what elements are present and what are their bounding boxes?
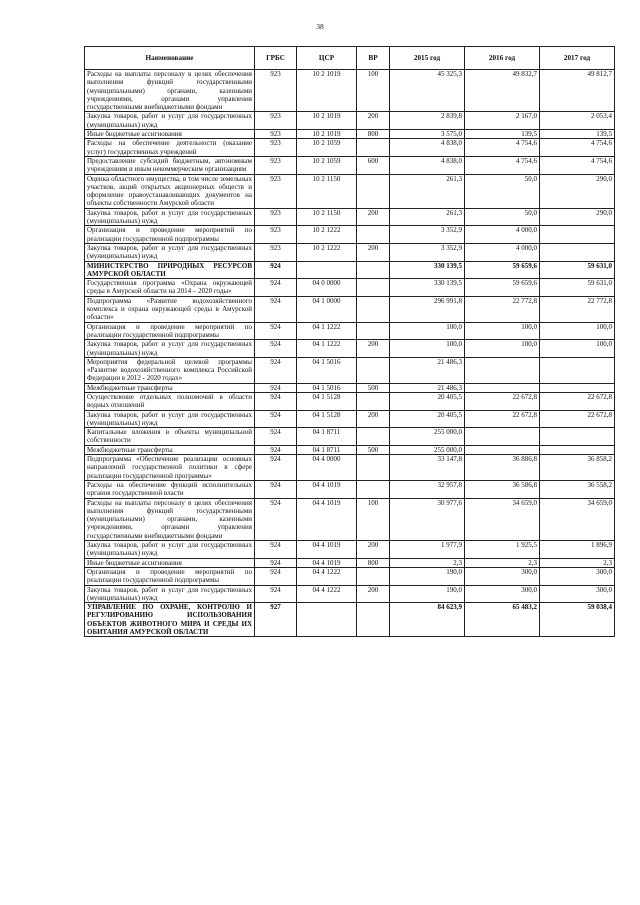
cell-2017: 300,0 [540,585,615,603]
cell-csr: 10 2 1150 [297,174,357,208]
cell-name: Осуществление отдельных полномочий в области водных отношений [85,392,255,410]
cell-vr: 100 [357,70,390,112]
cell-2017 [540,428,615,446]
cell-vr: 500 [357,383,390,392]
cell-2015: 30 977,6 [390,498,465,540]
cell-2017 [540,383,615,392]
cell-2017: 290,0 [540,208,615,226]
cell-2015: 3 352,9 [390,243,465,261]
table-row [85,322,615,340]
cell-2016: 100,0 [465,322,540,340]
cell-grbs: 924 [255,279,297,297]
cell-grbs: 924 [255,498,297,540]
table-row [85,603,615,637]
cell-vr: 200 [357,243,390,261]
cell-2015: 190,0 [390,585,465,603]
cell-vr [357,357,390,383]
cell-vr: 200 [357,208,390,226]
cell-name: Закупка товаров, работ и услуг для государственных (муниципальных) нужд [85,541,255,559]
cell-name: МИНИСТЕРСТВО ПРИРОДНЫХ РЕСУРСОВ АМУРСКОЙ ОБЛАСТИ [85,261,255,279]
cell-2015: 100,0 [390,322,465,340]
cell-2015: 33 147,8 [390,455,465,481]
cell-csr: 10 2 1222 [297,243,357,261]
cell-2016: 36 586,8 [465,480,540,498]
budget-table [84,46,615,637]
cell-2015: 261,3 [390,208,465,226]
cell-name: Расходы на обеспечение деятельности (оказание услуг) государственных учреждений [85,139,255,157]
header-grbs: ГРБС [255,47,297,70]
cell-2017: 139,5 [540,130,615,139]
cell-grbs: 923 [255,156,297,174]
cell-grbs: 923 [255,130,297,139]
table-row [85,340,615,358]
cell-2015: 2,3 [390,558,465,567]
cell-2015: 20 405,5 [390,410,465,428]
table-row [85,243,615,261]
table-row [85,357,615,383]
cell-csr [297,603,357,637]
cell-2016: 59 659,6 [465,279,540,297]
cell-grbs: 923 [255,226,297,244]
cell-vr [357,174,390,208]
table-row [85,139,615,157]
cell-2016: 300,0 [465,585,540,603]
cell-2016: 4 000,0 [465,243,540,261]
cell-2017: 290,0 [540,174,615,208]
table-row [85,261,615,279]
cell-2016: 2,3 [465,558,540,567]
cell-2017: 4 754,6 [540,139,615,157]
table-row [85,558,615,567]
cell-2016: 36 886,8 [465,455,540,481]
cell-name: Расходы на обеспечение функций исполнительных органов государственной власти [85,480,255,498]
cell-grbs: 924 [255,261,297,279]
cell-2017: 36 858,2 [540,455,615,481]
cell-name: Закупка товаров, работ и услуг для государственных (муниципальных) нужд [85,585,255,603]
cell-name: Подпрограмма «Обеспечение реализации основных направлений государственной политики в сфере реализации государственной программы» [85,455,255,481]
cell-2016: 1 925,5 [465,541,540,559]
table-row [85,279,615,297]
cell-2017: 59 631,0 [540,261,615,279]
cell-name: Капитальные вложения в объекты муниципальной собственности [85,428,255,446]
cell-vr: 200 [357,541,390,559]
cell-csr: 04 4 1019 [297,498,357,540]
cell-name: Закупка товаров, работ и услуг для государственных (муниципальных) нужд [85,340,255,358]
cell-csr: 10 2 1019 [297,130,357,139]
cell-2017: 2,3 [540,558,615,567]
table-row [85,455,615,481]
table-body [85,70,615,637]
cell-2017 [540,357,615,383]
cell-name: Расходы на выплаты персоналу в целях обеспечения выполнения функций государственными (муниципальными) органами, казенными учреждениями, органами управления государственными внебюджетными фондами [85,498,255,540]
cell-csr: 10 2 1222 [297,226,357,244]
cell-2016: 22 772,8 [465,296,540,322]
cell-name: Закупка товаров, работ и услуг для государственных (муниципальных) нужд [85,410,255,428]
cell-name: Расходы на выплаты персоналу в целях обеспечения выполнения функций государственными (муниципальными) органами, казенными учреждениями, органами управления государственными внебюджетными фондами [85,70,255,112]
cell-2016: 50,0 [465,208,540,226]
cell-grbs: 924 [255,322,297,340]
cell-vr: 200 [357,112,390,130]
cell-2017: 59 038,4 [540,603,615,637]
cell-2016: 4 000,0 [465,226,540,244]
cell-csr: 10 2 1150 [297,208,357,226]
header-2016: 2016 год [465,47,540,70]
table-row [85,428,615,446]
cell-csr [297,261,357,279]
cell-2015: 4 838,0 [390,156,465,174]
cell-vr [357,322,390,340]
cell-2015: 45 325,3 [390,70,465,112]
cell-vr: 200 [357,585,390,603]
cell-2016: 65 483,2 [465,603,540,637]
table-row [85,226,615,244]
header-row [85,47,615,70]
cell-grbs: 924 [255,428,297,446]
cell-grbs: 923 [255,243,297,261]
cell-grbs: 924 [255,357,297,383]
cell-2017: 300,0 [540,567,615,585]
cell-csr: 04 4 0000 [297,455,357,481]
cell-csr: 10 2 1019 [297,70,357,112]
cell-name: УПРАВЛЕНИЕ ПО ОХРАНЕ, КОНТРОЛЮ И РЕГУЛИРОВАНИЮ ИСПОЛЬЗОВАНИЯ ОБЪЕКТОВ ЖИВОТНОГО МИРА И СРЕДЫ ИХ ОБИТАНИЯ АМУРСКОЙ ОБЛАСТИ [85,603,255,637]
cell-2015: 32 957,8 [390,480,465,498]
cell-name: Подпрограмма «Развитие водохозяйственного комплекса и охрана окружающей среды в Амурской области» [85,296,255,322]
cell-name: Межбюджетные трансферты [85,383,255,392]
cell-2017: 1 896,9 [540,541,615,559]
cell-csr: 04 1 5016 [297,383,357,392]
table-row [85,112,615,130]
cell-csr: 04 4 1019 [297,558,357,567]
page-number: 38 [316,22,324,31]
table-row [85,585,615,603]
cell-csr: 04 1 8711 [297,428,357,446]
cell-2017 [540,243,615,261]
cell-2015: 21 486,3 [390,357,465,383]
cell-name: Закупка товаров, работ и услуг для государственных (муниципальных) нужд [85,243,255,261]
cell-vr [357,428,390,446]
cell-vr: 800 [357,558,390,567]
cell-vr [357,279,390,297]
cell-2017: 4 754,6 [540,156,615,174]
cell-2017: 34 659,0 [540,498,615,540]
cell-2016 [465,357,540,383]
cell-2015: 255 000,0 [390,428,465,446]
cell-2017: 59 631,0 [540,279,615,297]
cell-name: Межбюджетные трансферты [85,445,255,454]
table-row [85,480,615,498]
cell-2016: 50,0 [465,174,540,208]
table-row [85,156,615,174]
cell-name: Предоставление субсидий бюджетным, автономным учреждениям и иным некоммерческим организациям [85,156,255,174]
cell-vr [357,392,390,410]
table-row [85,541,615,559]
cell-name: Организация и проведение мероприятий по реализации государственной подпрограммы [85,567,255,585]
cell-grbs: 927 [255,603,297,637]
cell-2015: 21 486,3 [390,383,465,392]
cell-vr [357,226,390,244]
cell-vr: 600 [357,156,390,174]
cell-csr: 10 2 1059 [297,139,357,157]
cell-2016: 22 672,8 [465,392,540,410]
cell-csr: 04 0 0000 [297,279,357,297]
cell-2016: 34 659,0 [465,498,540,540]
cell-2017 [540,445,615,454]
header-vr: ВР [357,47,390,70]
header-name: Наименование [85,47,255,70]
cell-vr [357,139,390,157]
cell-2017 [540,226,615,244]
cell-grbs: 924 [255,541,297,559]
cell-csr: 04 1 1222 [297,322,357,340]
table-row [85,498,615,540]
cell-csr: 04 4 1222 [297,567,357,585]
cell-name: Иные бюджетные ассигнования [85,130,255,139]
cell-csr: 04 4 1019 [297,480,357,498]
cell-2016: 2 167,0 [465,112,540,130]
cell-2016: 4 754,6 [465,156,540,174]
cell-2016 [465,428,540,446]
cell-csr: 04 1 5128 [297,392,357,410]
table-row [85,130,615,139]
cell-grbs: 924 [255,392,297,410]
cell-2015: 255 000,0 [390,445,465,454]
header-2017: 2017 год [540,47,615,70]
cell-csr: 10 2 1059 [297,156,357,174]
cell-grbs: 924 [255,445,297,454]
cell-csr: 04 1 1222 [297,340,357,358]
cell-2016 [465,383,540,392]
header-2015: 2015 год [390,47,465,70]
cell-vr: 500 [357,445,390,454]
cell-csr: 10 2 1019 [297,112,357,130]
cell-csr: 04 1 0000 [297,296,357,322]
table-row [85,445,615,454]
cell-2017: 22 672,8 [540,392,615,410]
cell-2015: 190,0 [390,567,465,585]
cell-grbs: 924 [255,340,297,358]
cell-csr: 04 4 1019 [297,541,357,559]
cell-2017: 2 053,4 [540,112,615,130]
cell-name: Оценка областного имущества, в том числе земельных участков, акций открытых акционерных обществ и оформление правоустанавливающих документов на объекты собственности Амурской области [85,174,255,208]
table-row [85,410,615,428]
cell-vr: 200 [357,410,390,428]
cell-csr: 04 1 8711 [297,445,357,454]
cell-grbs: 923 [255,139,297,157]
cell-2016 [465,445,540,454]
cell-grbs: 924 [255,296,297,322]
cell-grbs: 923 [255,112,297,130]
cell-2017: 22 772,8 [540,296,615,322]
cell-vr [357,296,390,322]
cell-name: Закупка товаров, работ и услуг для государственных (муниципальных) нужд [85,112,255,130]
table-row [85,208,615,226]
cell-grbs: 924 [255,558,297,567]
cell-2015: 3 575,0 [390,130,465,139]
cell-grbs: 924 [255,585,297,603]
cell-name: Закупка товаров, работ и услуг для государственных (муниципальных) нужд [85,208,255,226]
cell-2015: 4 838,0 [390,139,465,157]
cell-name: Организация и проведение мероприятий по реализации государственной подпрограммы [85,322,255,340]
cell-name: Государственная программа «Охрана окружающей среды в Амурской области на 2014 – 2020 годы» [85,279,255,297]
table-row [85,567,615,585]
cell-2015: 100,0 [390,340,465,358]
cell-vr: 100 [357,498,390,540]
cell-grbs: 924 [255,480,297,498]
cell-grbs: 924 [255,383,297,392]
cell-csr: 04 4 1222 [297,585,357,603]
cell-2015: 3 352,9 [390,226,465,244]
cell-grbs: 924 [255,410,297,428]
cell-2015: 2 839,8 [390,112,465,130]
cell-vr [357,567,390,585]
cell-vr [357,261,390,279]
table-row [85,70,615,112]
cell-2016: 300,0 [465,567,540,585]
cell-2016: 4 754,6 [465,139,540,157]
cell-2015: 330 139,5 [390,279,465,297]
cell-name: Организация и проведение мероприятий по реализации государственной подпрограммы [85,226,255,244]
cell-2015: 330 139,5 [390,261,465,279]
cell-2017: 100,0 [540,340,615,358]
cell-vr [357,480,390,498]
cell-grbs: 923 [255,174,297,208]
cell-2017: 100,0 [540,322,615,340]
cell-2015: 84 623,9 [390,603,465,637]
cell-grbs: 923 [255,70,297,112]
cell-2017: 36 558,2 [540,480,615,498]
cell-2016: 49 832,7 [465,70,540,112]
cell-2015: 1 977,9 [390,541,465,559]
cell-grbs: 924 [255,455,297,481]
cell-vr: 200 [357,340,390,358]
table-row [85,392,615,410]
cell-2016: 22 672,8 [465,410,540,428]
cell-vr [357,603,390,637]
table-row [85,383,615,392]
cell-2016: 100,0 [465,340,540,358]
cell-grbs: 923 [255,208,297,226]
cell-grbs: 924 [255,567,297,585]
table-row [85,174,615,208]
cell-2015: 20 405,5 [390,392,465,410]
cell-vr: 800 [357,130,390,139]
header-csr: ЦСР [297,47,357,70]
cell-vr [357,455,390,481]
cell-csr: 04 1 5128 [297,410,357,428]
cell-csr: 04 1 5016 [297,357,357,383]
cell-name: Иные бюджетные ассигнования [85,558,255,567]
cell-2016: 139,5 [465,130,540,139]
cell-2015: 296 991,8 [390,296,465,322]
cell-2016: 59 659,6 [465,261,540,279]
cell-2017: 49 812,7 [540,70,615,112]
table-row [85,296,615,322]
cell-2017: 22 672,8 [540,410,615,428]
cell-2015: 261,3 [390,174,465,208]
cell-name: Мероприятия федеральной целевой программы «Развитие водохозяйственного комплекса Российской Федерации в 2012 - 2020 годах» [85,357,255,383]
